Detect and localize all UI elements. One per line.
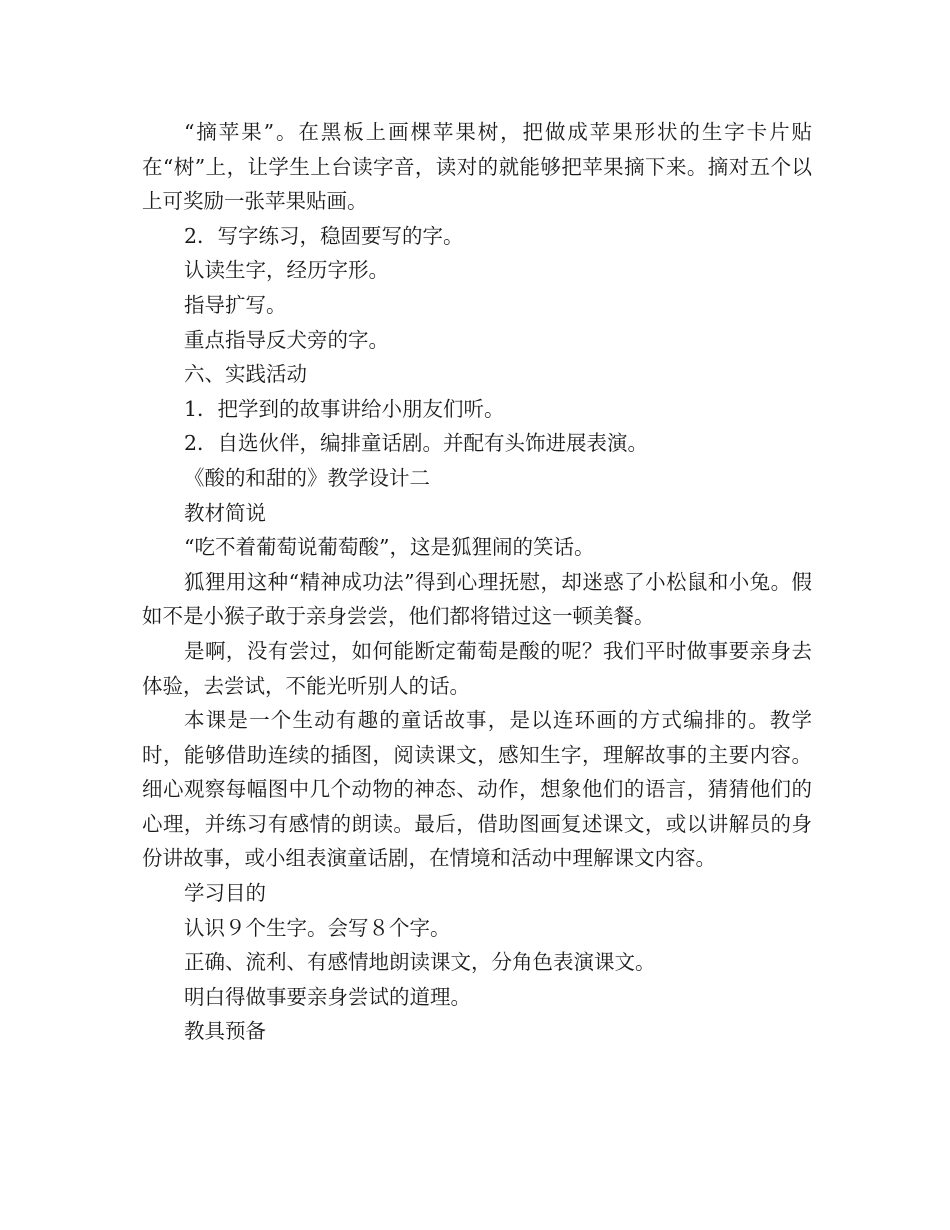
paragraph-radical-focus: 重点指导反犬旁的字。: [184, 327, 389, 352]
paragraph-grapes-sour: “吃不着葡萄说葡萄酸”，这是狐狸闹的笑话。: [184, 535, 595, 560]
paragraph-lesson-intro: 本课是一个生动有趣的童话故事，是以连环画的方式编排的。教学时，能够借助连续的插图，阅读课文，感知生字，理解故事的主要内容。细心观察每幅图中几个动物的神态、动作，想象他们的语言，猜猜他们的心理，并练习有感情的朗读。最后，借助图画复述课文，或以讲解员的身份讲故事，或小组表演童话剧，在情境和活动中理解课文内容。: [142, 708, 812, 871]
paragraph-guide-writing: 指导扩写。: [184, 292, 287, 317]
design-title: 《酸的和甜的》教学设计二: [184, 465, 430, 490]
paragraph-apple-game: “摘苹果”。在黑板上画棵苹果树，把做成苹果形状的生字卡片贴在“树”上，让学生上台读字音，读对的就能够把苹果摘下来。摘对五个以上可奖励一张苹果贴画。: [142, 120, 812, 214]
document-page: [142, 115, 812, 1049]
paragraph-fox: 狐狸用这种“精神成功法”得到心理抚慰，却迷惑了小松鼠和小兔。假如不是小猴子敢于亲身尝尝，他们都将错过这一顿美餐。: [142, 569, 812, 629]
section-heading-materials: 教具预备: [184, 1019, 266, 1044]
section-heading-textbook: 教材简说: [184, 500, 266, 525]
section-heading-goals: 学习目的: [184, 881, 266, 906]
paragraph-tell-story: 1．把学到的故事讲给小朋友们听。: [184, 396, 505, 421]
goal-reading: 正确、流利、有感情地朗读课文，分角色表演课文。: [184, 950, 656, 975]
paragraph-drama: 2．自选伙伴，编排童话剧。并配有头饰进展表演。: [184, 431, 649, 456]
paragraph-read-characters: 认读生字，经历字形。: [184, 258, 389, 283]
section-heading-practice: 六、实践活动: [184, 362, 307, 387]
paragraph-writing-practice: 2．写字练习，稳固要写的字。: [184, 223, 464, 248]
goal-understanding: 明白得做事要亲身尝试的道理。: [184, 984, 471, 1009]
goal-characters: 认识９个生字。会写８个字。: [184, 915, 451, 940]
paragraph-taste: 是啊，没有尝过，如何能断定葡萄是酸的呢？我们平时做事要亲身去体验，去尝试，不能光听别人的话。: [142, 638, 812, 698]
